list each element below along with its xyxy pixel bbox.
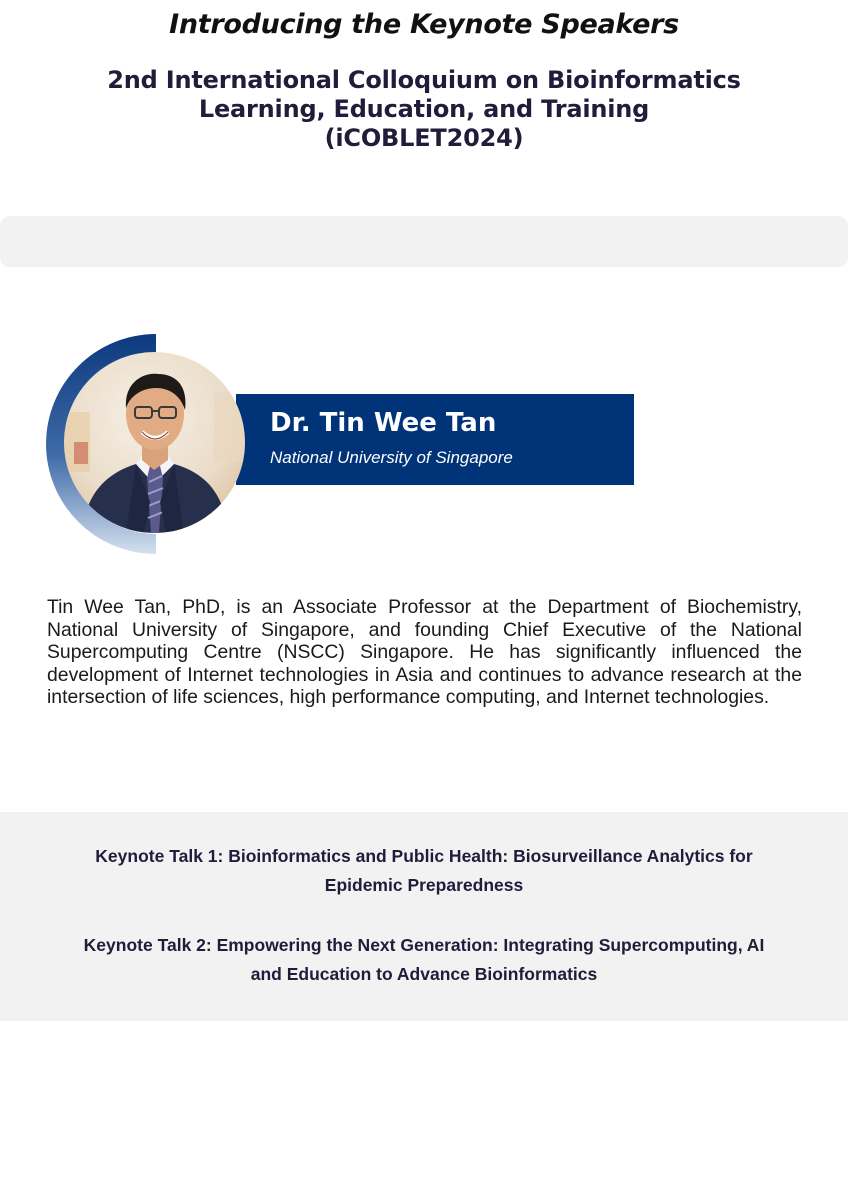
- keynote-talk-1-line-2: Epidemic Preparedness: [324, 875, 524, 895]
- speaker-name: Dr. Tin Wee Tan: [270, 408, 497, 438]
- keynote-talk-1: [40, 842, 808, 900]
- keynote-talk-1-line-1: Keynote Talk 1: Bioinformatics and Public Health: Biosurveillance Analytics for: [95, 846, 753, 866]
- section-banner: [0, 216, 848, 267]
- event-title-line-1: 2nd International Colloquium on Bioinformatics: [107, 66, 741, 94]
- speaker-photo: [64, 352, 245, 533]
- speaker-name-box: [236, 394, 634, 485]
- event-title: [0, 66, 848, 153]
- speaker-portrait-image: [64, 352, 245, 533]
- event-title-line-3: (iCOBLET2024): [324, 124, 524, 152]
- section-banner-title: Introducing the Keynote Speakers: [169, 9, 679, 40]
- speaker-affiliation: National University of Singapore: [270, 448, 513, 467]
- keynote-talk-2: [40, 931, 808, 989]
- speaker-card: [0, 330, 848, 560]
- keynote-talk-2-line-1: Keynote Talk 2: Empowering the Next Generation: Integrating Supercomputing, AI: [83, 935, 765, 955]
- keynote-talks-panel: [0, 812, 848, 1021]
- event-title-line-2: Learning, Education, and Training: [198, 95, 650, 123]
- speaker-bio: Tin Wee Tan, PhD, is an Associate Professor at the Department of Biochemistry, National University of Singapore, and founding Chief Executive of the National Supercomputing Centre (NSCC) Singapore. He has significantly influenced the development of Internet technologies in Asia and continues to advance research at the intersection of life sciences, high performance computing, and Internet technologies.: [47, 596, 802, 709]
- keynote-talk-2-line-2: and Education to Advance Bioinformatics: [250, 964, 598, 984]
